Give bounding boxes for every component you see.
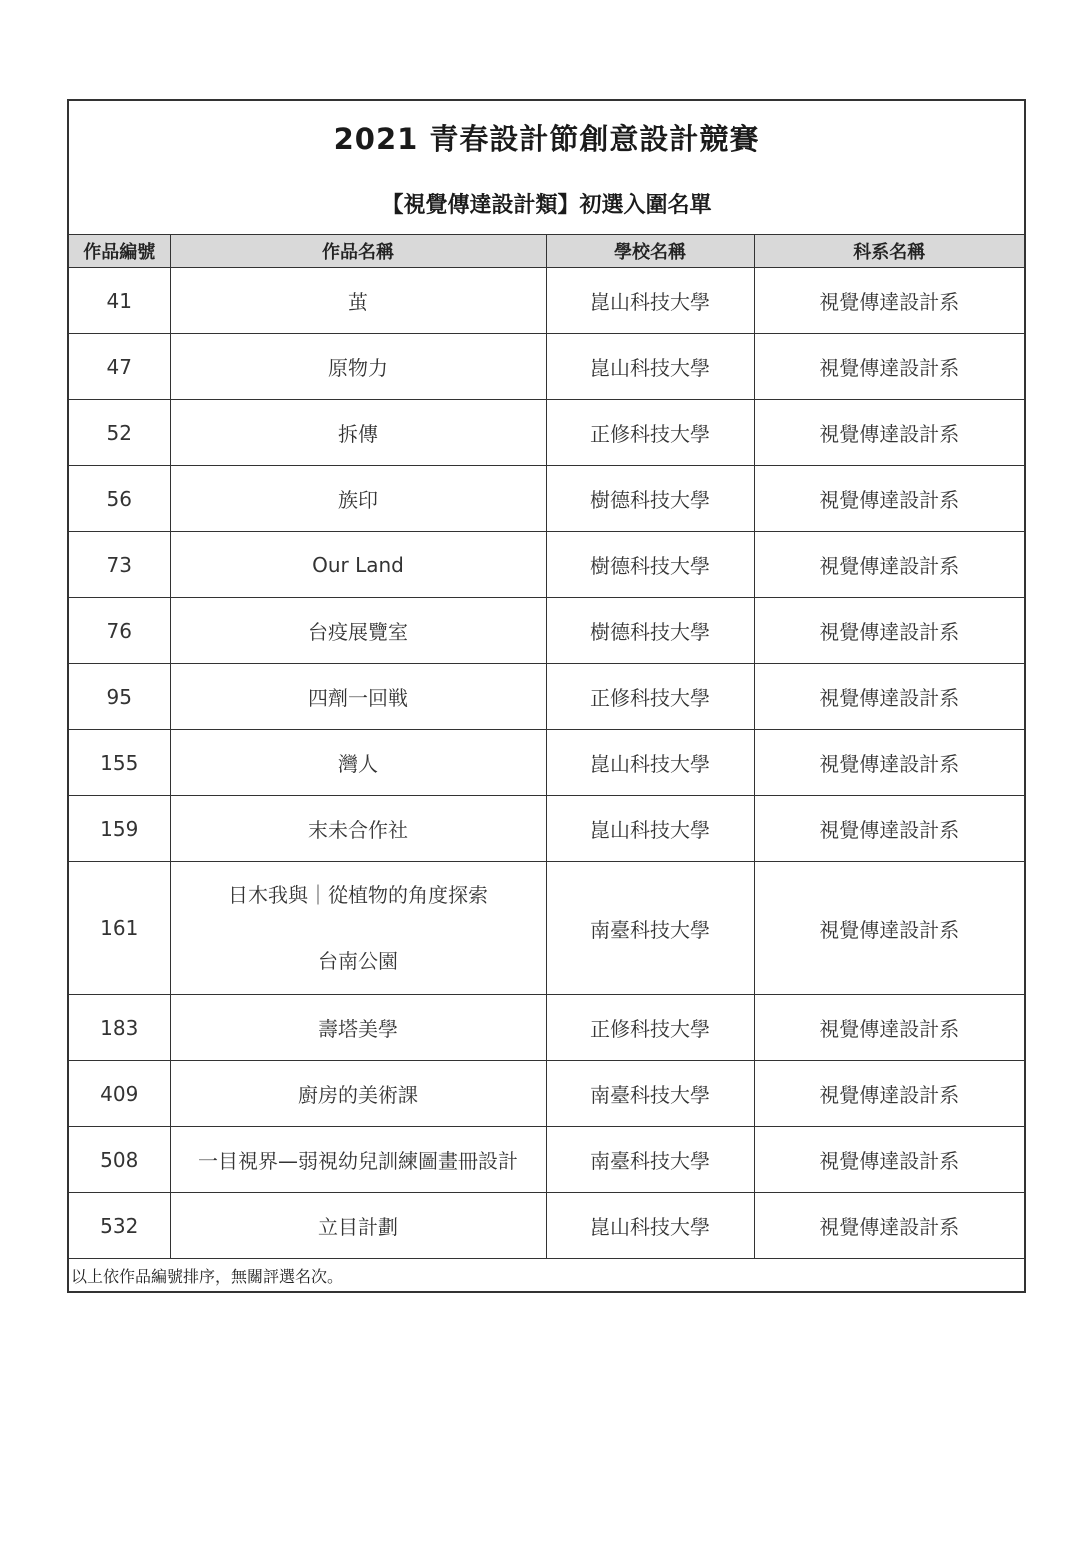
work-title: Our Land	[170, 532, 546, 598]
department-name: 視覺傳達設計系	[754, 664, 1025, 730]
department-name: 視覺傳達設計系	[754, 1061, 1025, 1127]
table-row	[68, 268, 1025, 334]
department-name: 視覺傳達設計系	[754, 995, 1025, 1061]
school-name: 正修科技大學	[546, 664, 754, 730]
table-row	[68, 400, 1025, 466]
work-title: 廚房的美術課	[170, 1061, 546, 1127]
work-title: 灣人	[170, 730, 546, 796]
document-title: 2021 青春設計節創意設計競賽	[333, 121, 760, 156]
table-row	[68, 466, 1025, 532]
work-number: 56	[68, 466, 170, 532]
school-name: 崑山科技大學	[546, 796, 754, 862]
school-name: 正修科技大學	[546, 995, 754, 1061]
work-title-line: 台南公園	[318, 949, 398, 973]
work-title	[170, 862, 546, 995]
work-title-line: 日木我與｜從植物的角度探索	[228, 883, 488, 907]
table-row	[68, 730, 1025, 796]
work-title: 拆傳	[170, 400, 546, 466]
work-title: 茧	[170, 268, 546, 334]
table-row	[68, 664, 1025, 730]
table-row	[68, 796, 1025, 862]
department-name: 視覺傳達設計系	[754, 400, 1025, 466]
work-number: 73	[68, 532, 170, 598]
work-number: 532	[68, 1193, 170, 1259]
work-title: 原物力	[170, 334, 546, 400]
school-name: 樹德科技大學	[546, 532, 754, 598]
header-department: 科系名稱	[754, 235, 1025, 268]
work-number: 161	[68, 862, 170, 995]
header-work: 作品名稱	[170, 235, 546, 268]
work-title: 壽塔美學	[170, 995, 546, 1061]
table-row	[68, 995, 1025, 1061]
work-title: 末未合作社	[170, 796, 546, 862]
work-number: 155	[68, 730, 170, 796]
work-title: 立目計劃	[170, 1193, 546, 1259]
table-row	[68, 598, 1025, 664]
work-title: 台疫展覽室	[170, 598, 546, 664]
table-row	[68, 532, 1025, 598]
work-number: 95	[68, 664, 170, 730]
department-name: 視覺傳達設計系	[754, 532, 1025, 598]
school-name: 樹德科技大學	[546, 598, 754, 664]
table-row	[68, 1193, 1025, 1259]
work-number: 47	[68, 334, 170, 400]
work-number: 183	[68, 995, 170, 1061]
work-number: 41	[68, 268, 170, 334]
department-name: 視覺傳達設計系	[754, 796, 1025, 862]
department-name: 視覺傳達設計系	[754, 466, 1025, 532]
school-name: 崑山科技大學	[546, 1193, 754, 1259]
document-subtitle: 【視覺傳達設計類】初選入圍名單	[381, 192, 712, 218]
department-name: 視覺傳達設計系	[754, 268, 1025, 334]
department-name: 視覺傳達設計系	[754, 598, 1025, 664]
table-row	[68, 334, 1025, 400]
department-name: 視覺傳達設計系	[754, 862, 1025, 995]
school-name: 南臺科技大學	[546, 862, 754, 995]
table-row	[68, 862, 1025, 995]
work-number: 159	[68, 796, 170, 862]
department-name: 視覺傳達設計系	[754, 1127, 1025, 1193]
header-school: 學校名稱	[546, 235, 754, 268]
work-title: 一目視界—弱視幼兒訓練圖畫冊設計	[170, 1127, 546, 1193]
school-name: 樹德科技大學	[546, 466, 754, 532]
work-title: 族印	[170, 466, 546, 532]
footnote: 以上依作品編號排序，無關評選名次。	[68, 1259, 1025, 1293]
work-number: 508	[68, 1127, 170, 1193]
finalist-table	[67, 99, 1026, 1293]
work-number: 409	[68, 1061, 170, 1127]
school-name: 南臺科技大學	[546, 1127, 754, 1193]
department-name: 視覺傳達設計系	[754, 1193, 1025, 1259]
school-name: 崑山科技大學	[546, 730, 754, 796]
school-name: 正修科技大學	[546, 400, 754, 466]
table-row	[68, 1061, 1025, 1127]
department-name: 視覺傳達設計系	[754, 730, 1025, 796]
header-number: 作品編號	[68, 235, 170, 268]
work-number: 76	[68, 598, 170, 664]
work-number: 52	[68, 400, 170, 466]
table-row	[68, 1127, 1025, 1193]
department-name: 視覺傳達設計系	[754, 334, 1025, 400]
school-name: 南臺科技大學	[546, 1061, 754, 1127]
work-title: 四劑一回戦	[170, 664, 546, 730]
table-header-row	[68, 235, 1025, 268]
school-name: 崑山科技大學	[546, 334, 754, 400]
school-name: 崑山科技大學	[546, 268, 754, 334]
title-block	[68, 100, 1025, 235]
